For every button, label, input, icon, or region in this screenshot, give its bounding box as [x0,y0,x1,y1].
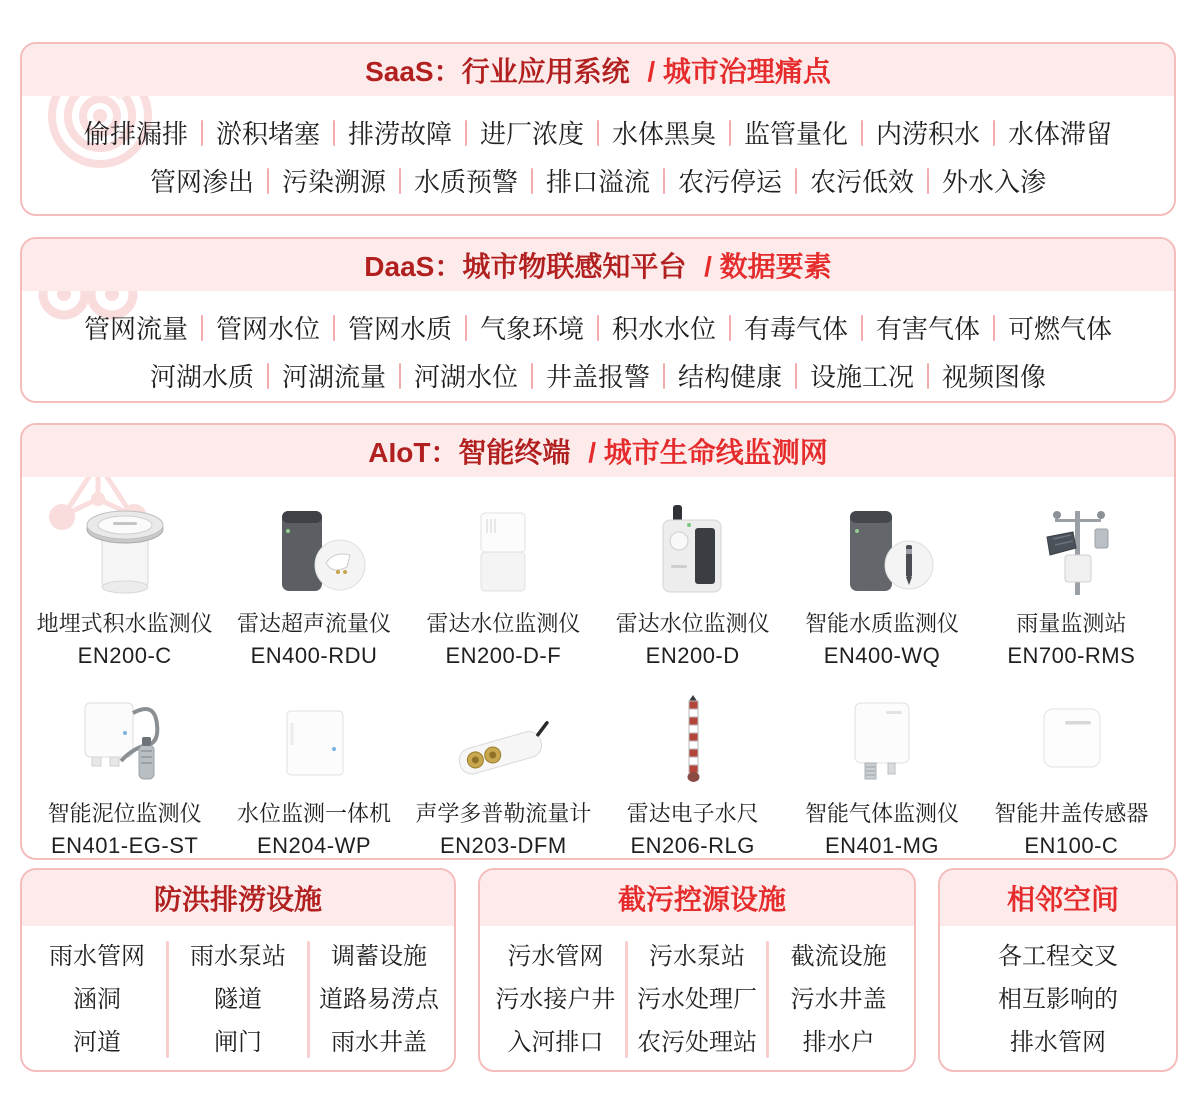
product-model: EN200-C [77,643,172,668]
tag-item: 结构健康 [678,362,783,392]
radar-water-gauge-icon [633,693,753,789]
aiot-header-band [22,425,1174,477]
facility-item: 污水接户井 [495,986,616,1013]
tag-item: 水体黑臭 [612,119,717,149]
product-cell [787,693,976,859]
tag-item: 视频图像 [942,362,1047,392]
product-cell [30,503,219,669]
gas-monitor-icon [822,693,942,789]
facility-item: 相互影响的 [998,986,1118,1013]
product-name: 雨量监测站 [1016,611,1127,636]
pollution-card-title: 截污控源设施 [617,884,786,915]
facility-item: 雨水井盖 [331,1029,427,1056]
tag-item: 管网渗出 [149,167,254,197]
facility-item: 河道 [73,1029,121,1056]
saas-tag-row-2 [22,162,1174,199]
tag-item: 河湖流量 [281,362,386,392]
product-cell [598,693,787,859]
pollution-card-header-band [480,870,914,926]
pollution-control-facilities-card [478,868,916,1072]
manhole-cover-sensor-icon [1011,693,1131,789]
tag-item: 设施工况 [810,362,915,392]
facility-column [486,935,625,1064]
product-name: 雷达水位监测仪 [426,611,581,636]
facility-item: 雨水泵站 [190,943,286,970]
aiot-product-row-2 [22,693,1174,859]
facility-column [769,935,908,1064]
aiot-section-card [20,423,1176,860]
tag-item: 气象环境 [479,314,584,344]
product-name: 智能井盖传感器 [994,801,1149,826]
rain-station-icon [1011,503,1131,599]
product-model: EN200-D [645,643,740,668]
product-image-en200-d-f [409,503,598,599]
tag-item: 农污停运 [678,167,783,197]
sludge-monitor-icon [65,693,185,789]
facility-item: 排水管网 [1010,1029,1106,1056]
product-model: EN401-MG [824,833,940,858]
tag-item: 管网水位 [215,314,320,344]
product-model: EN100-C [1024,833,1119,858]
doppler-flowmeter-icon [438,693,568,789]
tag-item: 管网流量 [83,314,188,344]
facility-column [628,935,767,1064]
product-cell [977,503,1166,669]
product-image-en400-wq [787,503,976,599]
product-model: EN200-D-F [445,643,562,668]
facility-column [28,935,166,1064]
facility-item: 调蓄设施 [331,943,427,970]
tag-item: 监管量化 [744,119,849,149]
adjacent-card-header-band [940,870,1176,926]
product-model: EN204-WP [256,833,372,858]
product-name: 地埋式积水监测仪 [36,611,213,636]
product-image-en401-mg [787,693,976,789]
tag-item: 有毒气体 [744,314,849,344]
product-cell [219,693,408,859]
product-model: EN700-RMS [1007,643,1136,668]
tag-item: 进厂浓度 [479,119,584,149]
facility-item: 涵洞 [73,986,121,1013]
tag-item: 河湖水质 [149,362,254,392]
saas-title [365,50,831,90]
product-cell [219,503,408,669]
tag-item: 河湖水位 [413,362,518,392]
tag-item: 排涝故障 [347,119,452,149]
product-name: 智能气体监测仪 [804,801,959,826]
tag-item: 农污低效 [810,167,915,197]
saas-title-dark: SaaS：行业应用系统 [365,56,630,87]
radar-level-monitor-icon [633,503,753,599]
tag-item: 可燃气体 [1008,314,1113,344]
radar-level-monitor-white-icon [443,503,563,599]
adjacent-space-card [938,868,1178,1072]
product-model: EN400-RDU [250,643,378,668]
product-name: 雷达水位监测仪 [615,611,770,636]
tag-item: 内涝积水 [876,119,981,149]
daas-tag-row-1 [22,309,1174,346]
facility-item: 截流设施 [790,943,887,970]
product-cell [977,693,1166,859]
product-image-en200-d [598,503,787,599]
product-cell [598,503,787,669]
facility-item: 污水泵站 [649,943,745,970]
saas-tag-row-1 [22,114,1174,151]
facility-item: 道路易涝点 [319,986,439,1013]
product-cell [30,693,219,859]
product-name: 雷达超声流量仪 [236,611,391,636]
water-level-allinone-icon [254,693,374,789]
tag-item: 井盖报警 [545,362,650,392]
facility-column [310,935,448,1064]
buried-water-sensor-icon [65,503,185,599]
product-name: 智能泥位监测仪 [47,801,202,826]
product-image-en401-eg-st [30,693,219,789]
facility-item: 排水户 [802,1029,875,1056]
facility-item: 污水井盖 [790,986,887,1013]
facility-item: 入河排口 [507,1029,604,1056]
product-model: EN400-WQ [823,643,941,668]
tag-item: 淤积堵塞 [215,119,320,149]
facility-item: 各工程交叉 [998,943,1118,970]
saas-title-bright: / 城市治理痛点 [647,56,831,87]
saas-section-card [20,42,1176,216]
tag-item: 外水入渗 [942,167,1047,197]
facility-item: 隧道 [214,986,262,1013]
adjacent-card-body [940,926,1176,1064]
facility-column [169,935,307,1064]
product-model: EN401-EG-ST [51,833,199,858]
product-name: 智能水质监测仪 [804,611,959,636]
aiot-product-row-1 [22,503,1174,669]
product-image-en204-wp [219,693,408,789]
saas-header-band [22,44,1174,96]
daas-tag-row-2 [22,357,1174,394]
daas-section-card [20,237,1176,403]
facility-item: 污水处理厂 [637,986,757,1013]
adjacent-card-title: 相邻空间 [1006,884,1119,915]
daas-title-bright: / 数据要素 [704,251,832,282]
tag-item: 偷排漏排 [83,119,188,149]
flood-card-header-band [22,870,454,926]
product-cell [409,503,598,669]
tag-item: 污染溯源 [281,167,386,197]
product-name: 声学多普勒流量计 [415,801,592,826]
aiot-title-bright: / 城市生命线监测网 [588,437,828,468]
product-model: EN206-RLG [630,833,755,858]
flood-drainage-facilities-card [20,868,456,1072]
product-image-en206-rlg [598,693,787,789]
tag-item: 管网水质 [347,314,452,344]
tag-item: 有害气体 [876,314,981,344]
pollution-card-body [480,926,914,1064]
product-cell [787,503,976,669]
product-cell [409,693,598,859]
daas-header-band [22,239,1174,291]
facility-item: 农污处理站 [637,1029,757,1056]
tag-item: 积水水位 [612,314,717,344]
facility-item: 闸门 [214,1029,262,1056]
product-name: 雷达电子水尺 [626,801,759,826]
flood-card-title: 防洪排涝设施 [153,884,322,915]
daas-title [364,245,831,285]
facility-column [946,935,1170,1064]
tag-item: 水质预警 [413,167,518,197]
tag-item: 排口溢流 [545,167,650,197]
product-image-en203-dfm [409,693,598,789]
product-model: EN203-DFM [439,833,567,858]
product-name: 水位监测一体机 [236,801,391,826]
daas-title-dark: DaaS：城市物联感知平台 [364,251,687,282]
product-image-en200-c [30,503,219,599]
product-image-en100-c [977,693,1166,789]
flood-card-body [22,926,454,1064]
aiot-title [368,431,828,471]
tag-item: 水体滞留 [1008,119,1113,149]
product-image-en700-rms [977,503,1166,599]
radar-ultrasonic-flowmeter-icon [254,503,374,599]
aiot-title-dark: AIoT：智能终端 [368,437,571,468]
water-quality-monitor-icon [822,503,942,599]
facility-item: 雨水管网 [49,943,145,970]
product-image-en400-rdu [219,503,408,599]
facility-item: 污水管网 [507,943,604,970]
